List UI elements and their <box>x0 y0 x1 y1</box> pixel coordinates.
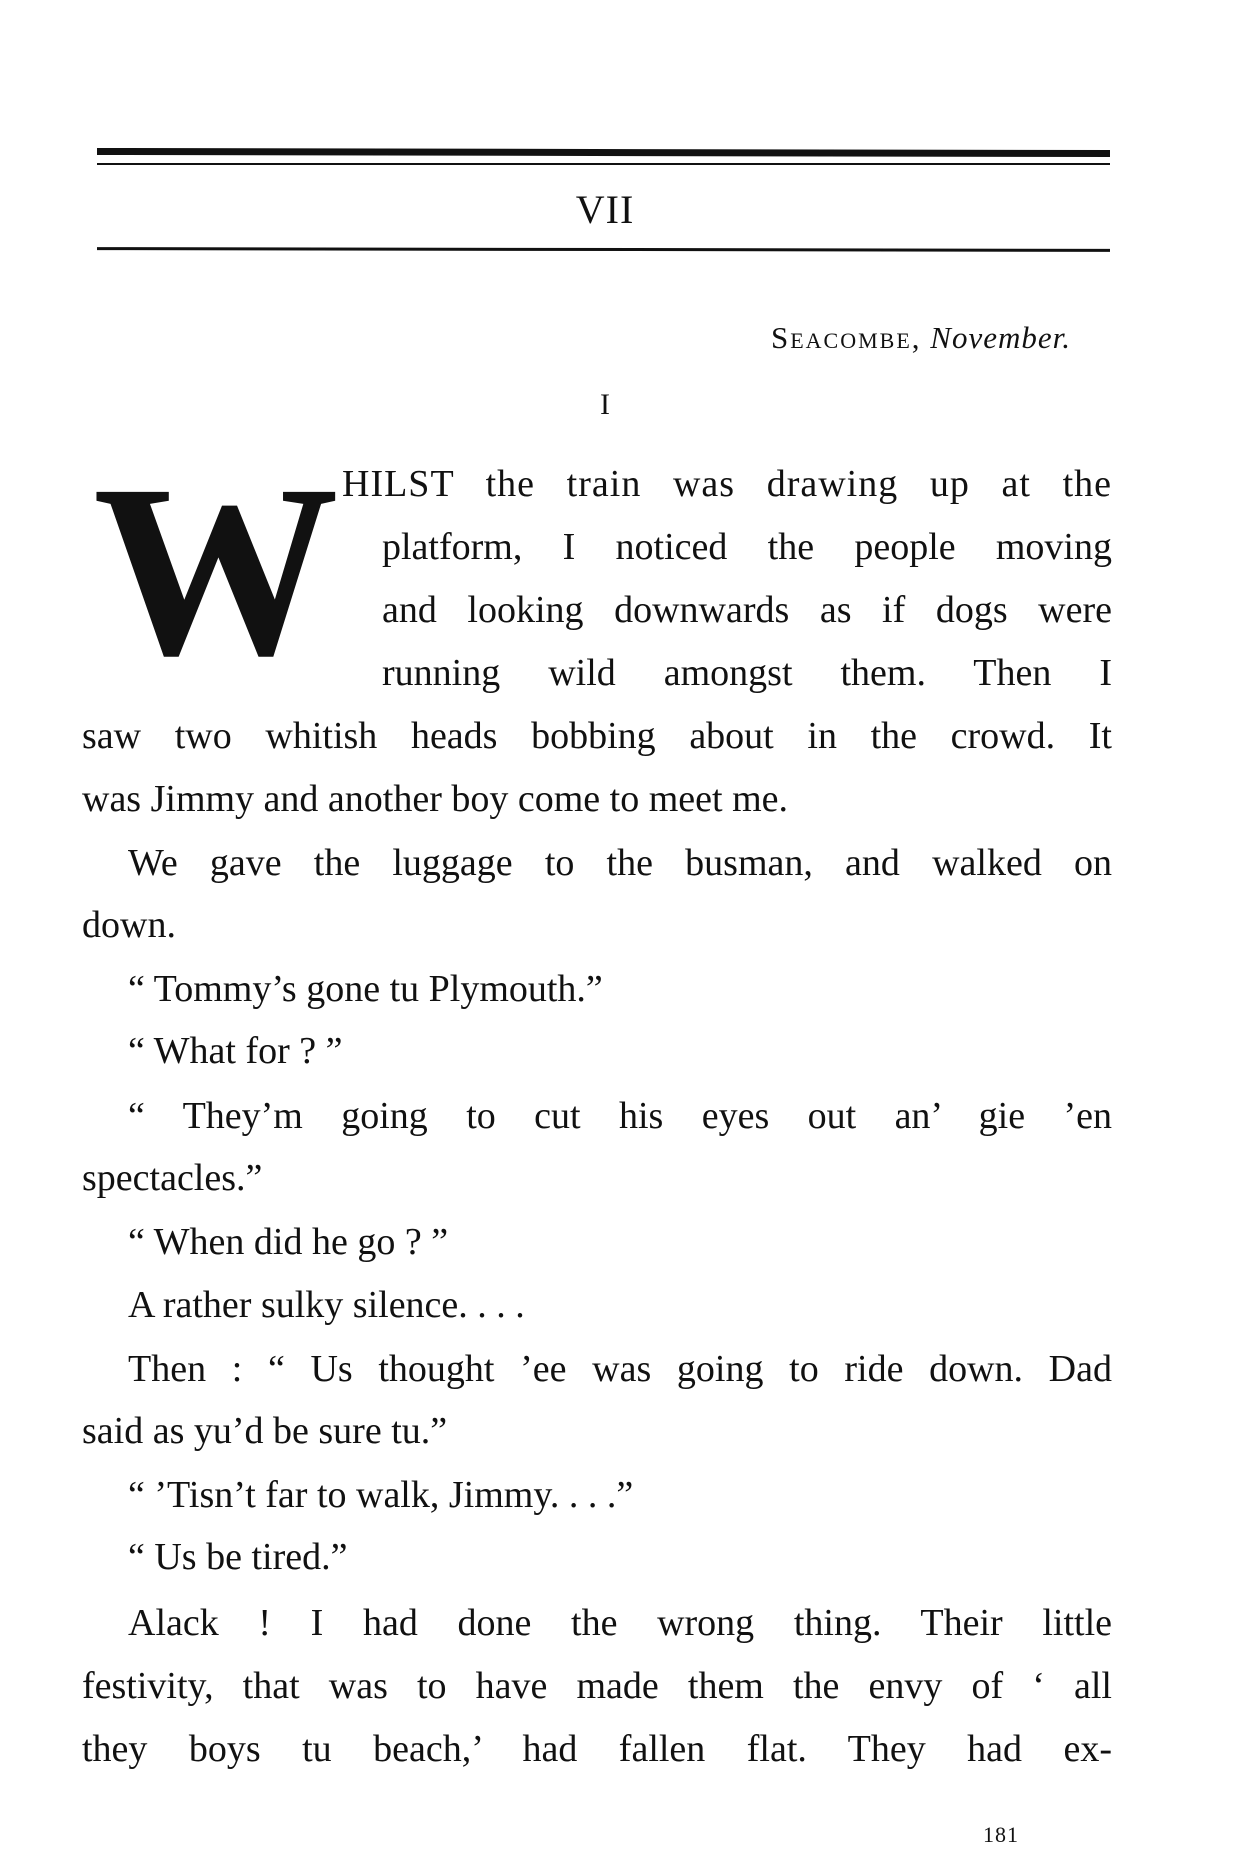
text-line: Alack ! I had done the wrong thing. Their little <box>128 1602 1112 1644</box>
text-line: festivity, that was to have made them the envy of ‘ all <box>82 1665 1112 1707</box>
page-number: 181 <box>983 1822 1019 1847</box>
text-line: HILST the train was drawing up at the <box>342 463 1112 505</box>
text-line: Then : “ Us thought ’ee was going to ride down. Dad <box>128 1348 1112 1390</box>
text-line: and looking downwards as if dogs were <box>382 589 1112 631</box>
dateline <box>771 320 1071 356</box>
drop-cap: W <box>93 435 339 707</box>
header-rule-thick <box>97 148 1110 157</box>
text-line: “ Tommy’s gone tu Plymouth.” <box>128 968 603 1010</box>
chapter-number: VII <box>575 187 635 232</box>
text-line: running wild amongst them. Then I <box>382 652 1112 694</box>
header-rule-bottom <box>97 247 1110 252</box>
text-line: “ When did he go ? ” <box>128 1221 449 1263</box>
text-line: “ They’m going to cut his eyes out an’ gie ’en <box>128 1095 1112 1137</box>
text-line: “ ’Tisn’t far to walk, Jimmy. . . .” <box>128 1474 634 1516</box>
text-line: We gave the luggage to the busman, and walked on <box>128 842 1112 884</box>
text-line: platform, I noticed the people moving <box>382 526 1112 568</box>
header-rule-thin <box>97 163 1110 165</box>
section-number: I <box>600 388 610 421</box>
text-line: “ Us be tired.” <box>128 1536 348 1578</box>
dateline-month: November. <box>930 320 1071 355</box>
text-line: said as yu’d be sure tu.” <box>82 1410 448 1452</box>
dateline-place: Seacombe, <box>770 320 922 355</box>
text-line: “ What for ? ” <box>128 1030 343 1072</box>
text-line: was Jimmy and another boy come to meet me. <box>82 778 788 820</box>
text-line: down. <box>82 904 176 946</box>
text-line: saw two whitish heads bobbing about in the crowd. It <box>82 715 1112 757</box>
text-line: they boys tu beach,’ had fallen flat. They had ex- <box>82 1728 1112 1770</box>
text-line: spectacles.” <box>82 1157 263 1199</box>
text-line: A rather sulky silence. . . . <box>128 1284 525 1326</box>
